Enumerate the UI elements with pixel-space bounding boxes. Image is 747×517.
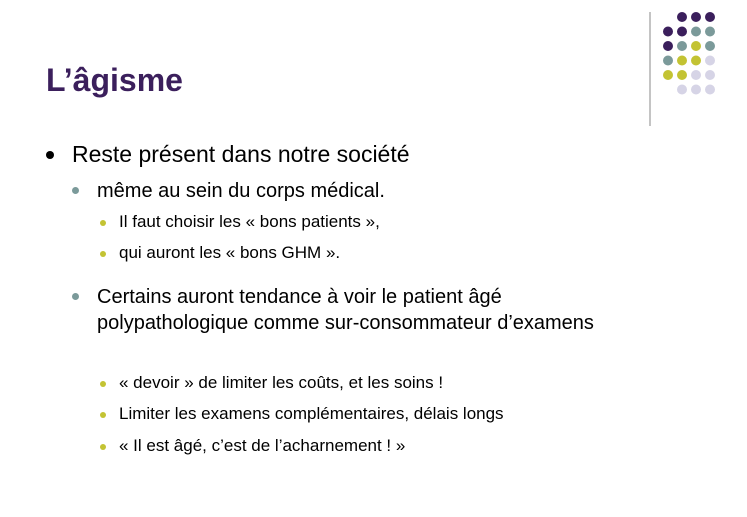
bullet-level3 <box>119 404 504 424</box>
bullet-dot-icon <box>100 412 106 418</box>
bullet-level1 <box>72 141 410 168</box>
slide-title: L’âgisme <box>46 62 183 98</box>
bullet-level3 <box>119 243 340 263</box>
bullet-dot-icon <box>100 381 106 387</box>
bullet-dot-icon <box>100 220 106 226</box>
bullet-dot-icon <box>100 251 106 257</box>
bullet-level2 <box>97 284 657 336</box>
bullet-level3 <box>119 212 380 232</box>
bullet-text: Reste présent dans notre société <box>72 141 410 167</box>
bullet-text: même au sein du corps médical. <box>97 180 385 202</box>
bullet-dot-icon <box>100 444 106 450</box>
bullet-text: « devoir » de limiter les coûts, et les soins ! <box>119 373 444 392</box>
bullet-text: qui auront les « bons GHM ». <box>119 243 341 262</box>
bullet-level3 <box>119 373 443 393</box>
bullet-dot-icon <box>72 187 79 194</box>
bullet-text: « Il est âgé, c’est de l’acharnement ! » <box>119 436 406 455</box>
bullet-level3 <box>119 436 405 456</box>
bullet-text: Il faut choisir les « bons patients », <box>119 212 380 231</box>
bullet-dot-icon <box>72 293 79 300</box>
bullet-level2 <box>97 178 657 204</box>
bullet-text: Limiter les examens complémentaires, délais longs <box>119 404 504 423</box>
bullet-text: Certains auront tendance à voir le patient âgé polypathologique comme sur-consommateur d’examens <box>97 286 594 334</box>
bullet-dot-icon <box>46 151 54 159</box>
